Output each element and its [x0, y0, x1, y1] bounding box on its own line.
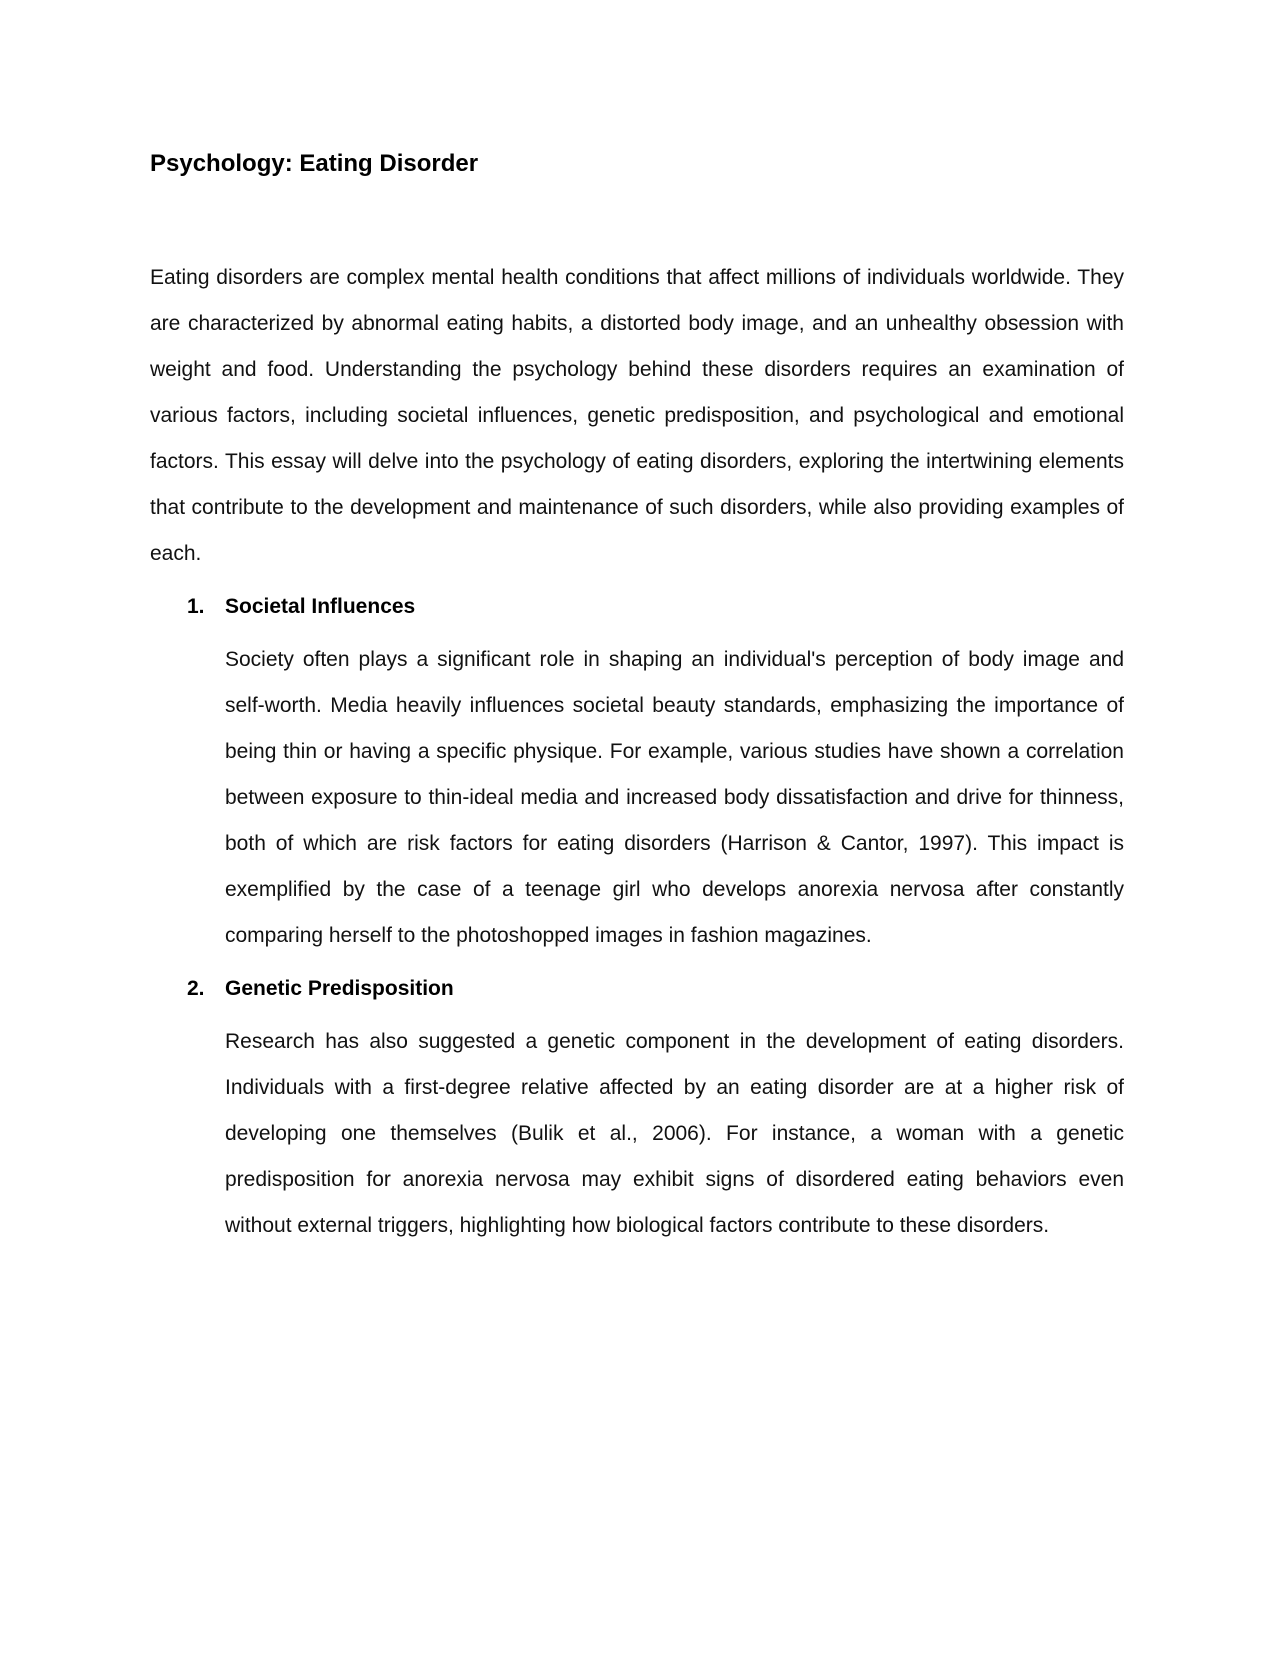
- section-heading: Societal Influences: [225, 594, 416, 618]
- section-body: Society often plays a significant role in shaping an individual's perception of body image and self-worth. Media heavily influences societal beauty standards, emphasizing the importance of being thin or having a specific physique. For example, various studies have shown a correlation between exposure to thin-ideal media and increased body dissatisfaction and drive for thinness, both of which are risk factors for eating disorders (Harrison & Cantor, 1997). This impact is exemplified by the case of a teenage girl who develops anorexia nervosa after constantly comparing herself to the photoshopped images in fashion magazines.: [225, 647, 1124, 947]
- section-heading: Genetic Predisposition: [225, 976, 454, 1000]
- intro-paragraph: Eating disorders are complex mental health conditions that affect millions of individuals worldwide. They are characterized by abnormal eating habits, a distorted body image, and an unhealthy obsession with weight and food. Understanding the psychology behind these disorders requires an examination of various factors, including societal influences, genetic predisposition, and psychological and emotional factors. This essay will delve into the psychology of eating disorders, exploring the intertwining elements that contribute to the development and maintenance of such disorders, while also providing examples of each.: [150, 265, 1124, 565]
- section-heading-row: [187, 973, 1124, 1005]
- section-genetic-predisposition: [150, 973, 1124, 1249]
- section-societal-influences: [150, 591, 1124, 959]
- document-title: Psychology: Eating Disorder: [150, 150, 479, 177]
- section-heading-row: [187, 591, 1124, 623]
- document-content: [150, 150, 1124, 1249]
- section-number: 1.: [187, 594, 205, 618]
- section-body: Research has also suggested a genetic component in the development of eating disorders. Individuals with a first-degree relative affected by an eating disorder are at a higher risk of developing one themselves (Bulik et al., 2006). For instance, a woman with a genetic predisposition for anorexia nervosa may exhibit signs of disordered eating behaviors even without external triggers, highlighting how biological factors contribute to these disorders.: [225, 1029, 1124, 1237]
- section-number: 2.: [187, 976, 205, 1000]
